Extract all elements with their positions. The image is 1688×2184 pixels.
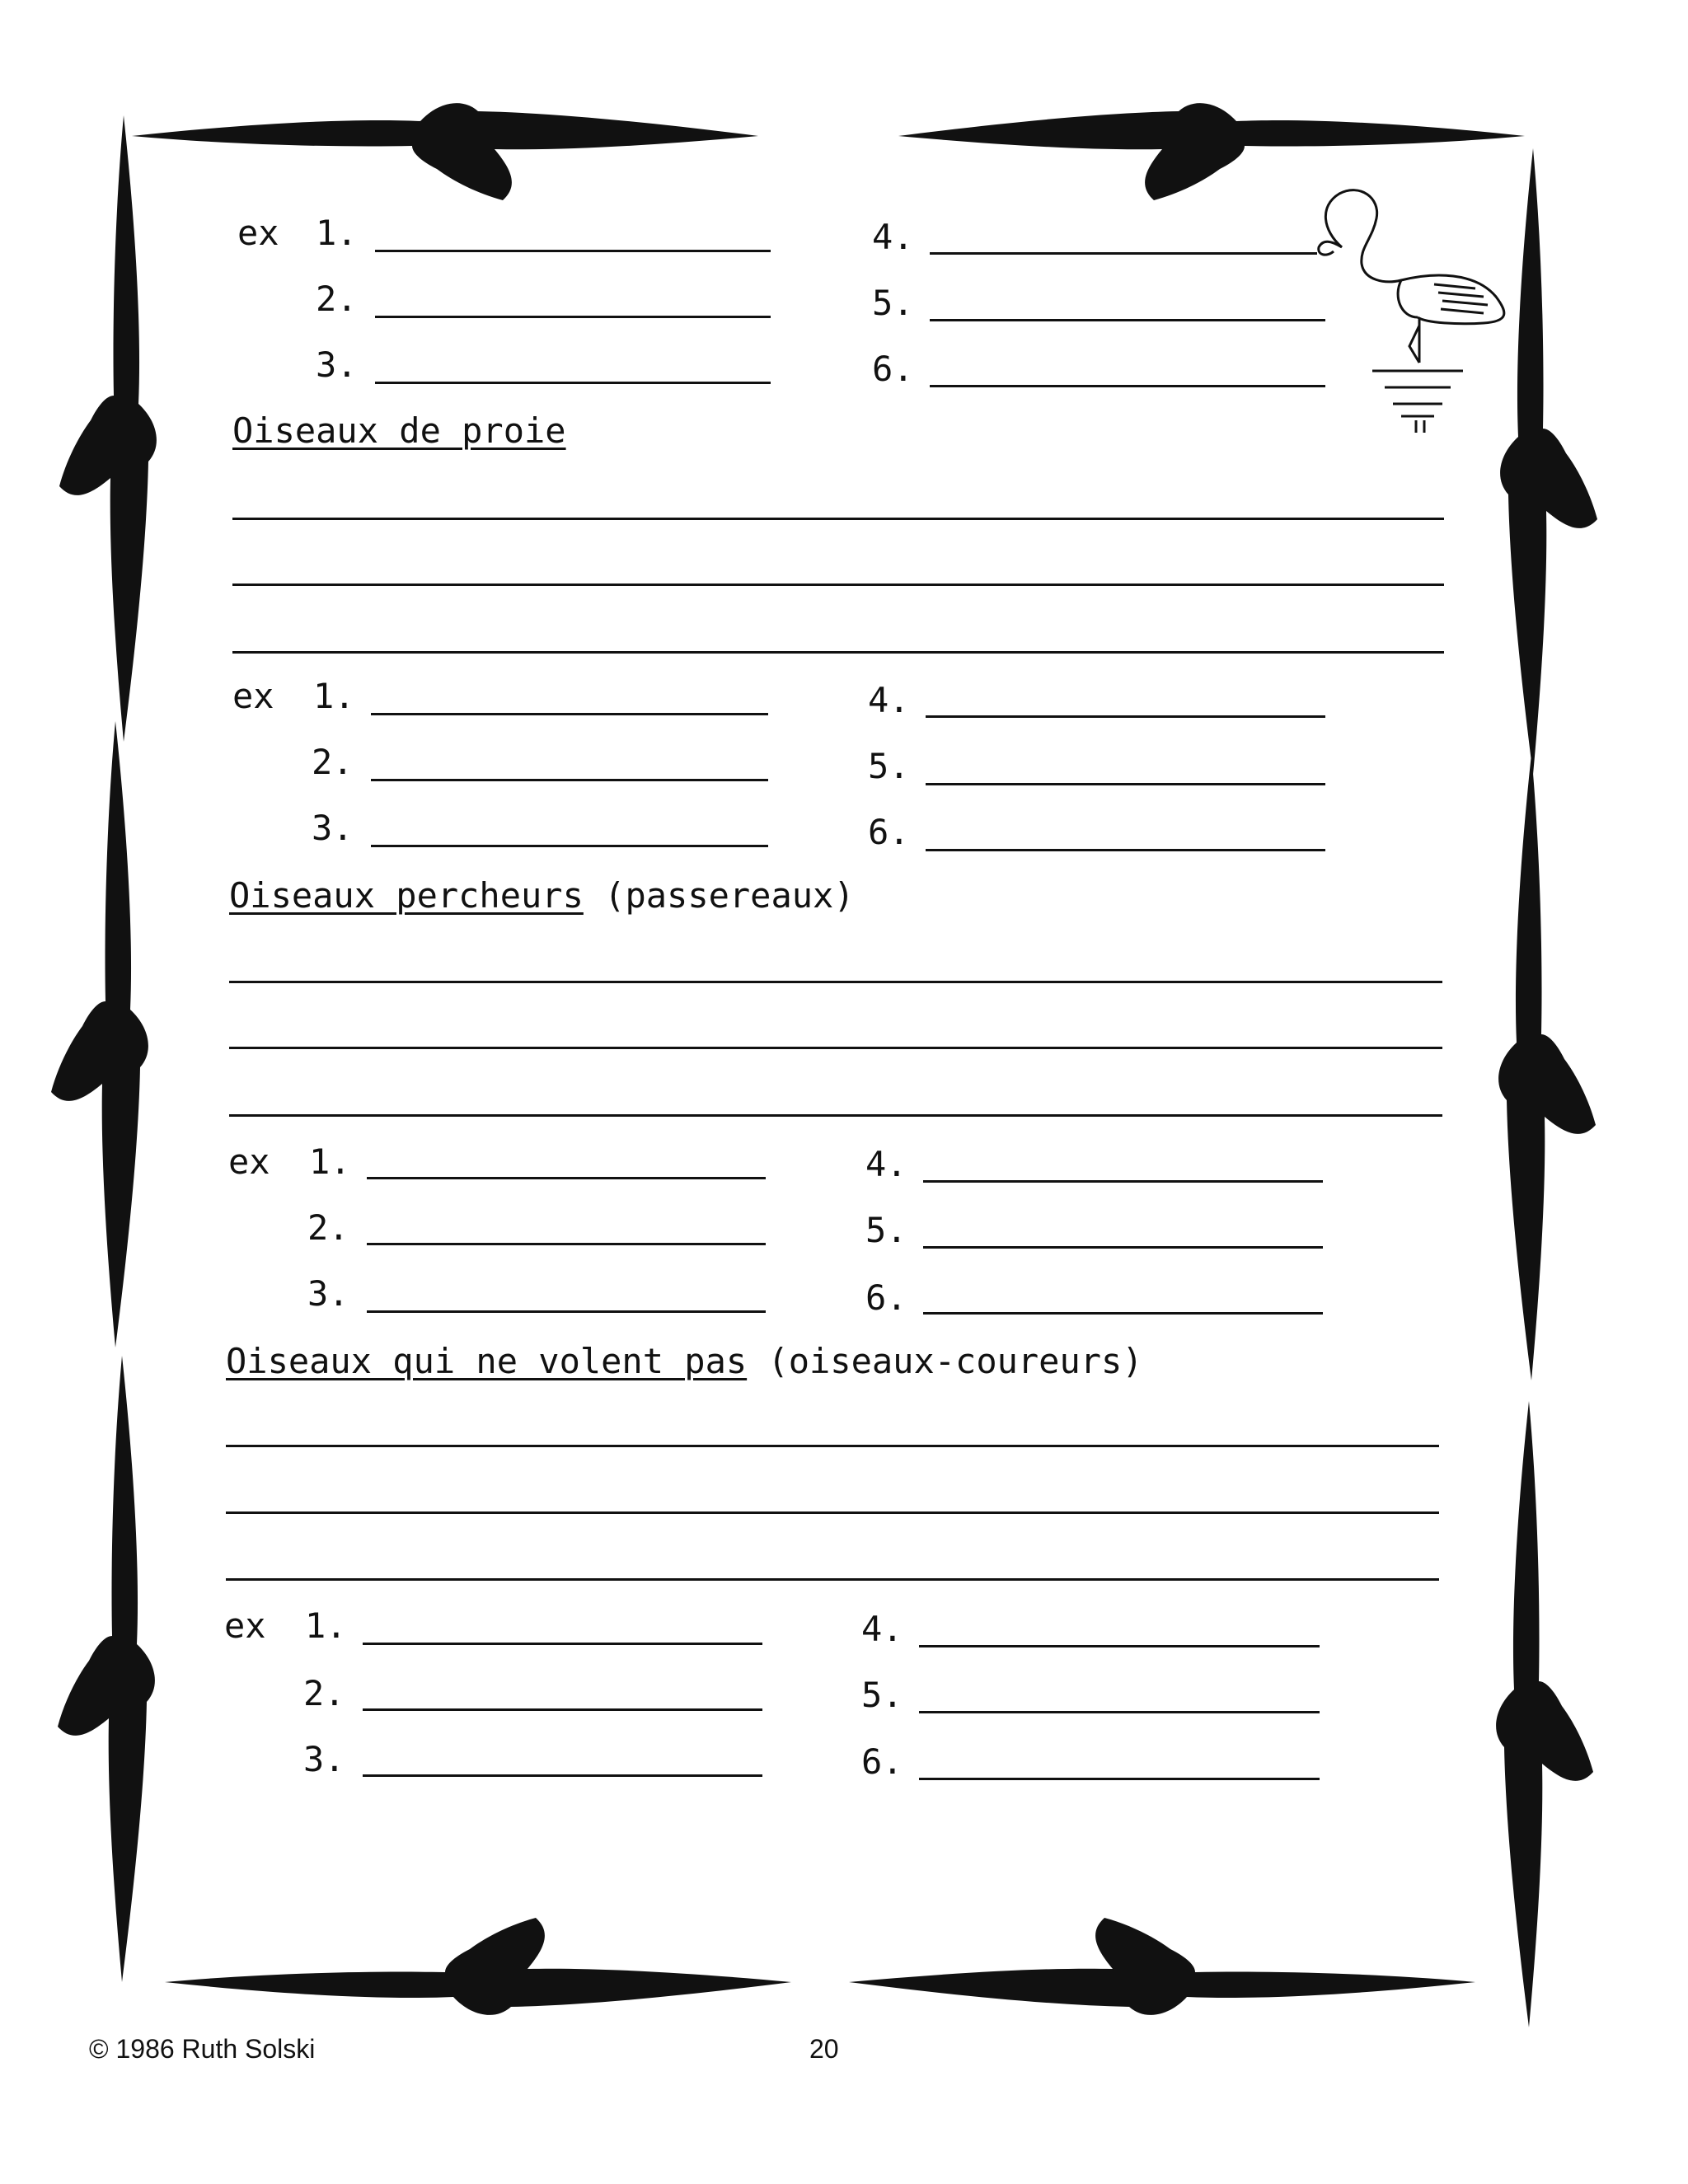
answer-blank[interactable] (930, 252, 1317, 255)
answer-blank[interactable] (367, 1243, 766, 1245)
writing-line[interactable] (232, 583, 1444, 586)
page-number: 20 (809, 2034, 839, 2064)
item-number: 5. (872, 283, 914, 323)
bird-silhouette-icon (51, 721, 148, 1347)
writing-line[interactable] (232, 518, 1444, 520)
writing-line[interactable] (229, 1047, 1442, 1049)
item-number: 4. (872, 217, 914, 257)
ex-label: ex (237, 213, 279, 253)
answer-blank[interactable] (371, 713, 768, 715)
item-number: 3. (312, 808, 354, 848)
bird-silhouette-icon (58, 1356, 155, 1982)
answer-blank[interactable] (919, 1778, 1320, 1780)
item-number: 2. (303, 1673, 345, 1713)
item-number: 5. (861, 1675, 903, 1715)
answer-blank[interactable] (371, 845, 768, 847)
item-number: 3. (303, 1739, 345, 1779)
item-number: 5. (865, 1210, 907, 1250)
bird-silhouette-icon (165, 1918, 791, 2015)
section-heading (232, 410, 566, 451)
writing-line[interactable] (226, 1511, 1439, 1514)
answer-blank[interactable] (375, 316, 771, 318)
bird-silhouette-icon (59, 115, 157, 742)
writing-line[interactable] (229, 1114, 1442, 1117)
writing-line[interactable] (232, 651, 1444, 654)
answer-blank[interactable] (926, 715, 1325, 718)
item-number: 6. (861, 1741, 903, 1782)
item-number: 6. (868, 812, 910, 852)
item-number: 6. (872, 349, 914, 389)
answer-blank[interactable] (367, 1310, 766, 1313)
bird-silhouette-icon (1498, 754, 1596, 1380)
flamingo-icon (1319, 190, 1504, 433)
heading-extra: (passereaux) (604, 875, 855, 916)
answer-blank[interactable] (926, 783, 1325, 785)
item-number: 3. (316, 344, 358, 385)
answer-blank[interactable] (919, 1645, 1320, 1647)
bird-silhouette-icon (898, 103, 1525, 200)
bird-silhouette-icon (1500, 148, 1597, 775)
writing-line[interactable] (226, 1578, 1439, 1581)
writing-line[interactable] (226, 1445, 1439, 1447)
answer-blank[interactable] (371, 779, 768, 781)
item-number: 6. (865, 1277, 907, 1318)
answer-blank[interactable] (375, 382, 771, 384)
ex-label: ex (224, 1605, 266, 1646)
item-number: 1. (313, 676, 355, 716)
item-number: 2. (307, 1207, 349, 1248)
answer-blank[interactable] (923, 1246, 1323, 1249)
item-number: 4. (861, 1609, 903, 1649)
answer-blank[interactable] (363, 1774, 762, 1777)
answer-blank[interactable] (930, 385, 1325, 387)
ex-label: ex (232, 676, 274, 716)
ex-label: ex (228, 1141, 270, 1182)
item-number: 1. (309, 1141, 351, 1182)
answer-blank[interactable] (375, 250, 771, 252)
item-number: 3. (307, 1273, 349, 1314)
item-number: 2. (316, 279, 358, 319)
bird-silhouette-icon (132, 103, 758, 200)
item-number: 4. (868, 680, 910, 720)
answer-blank[interactable] (923, 1180, 1323, 1183)
item-number: 2. (312, 742, 354, 782)
heading-underlined: Oiseaux percheurs (229, 875, 584, 916)
writing-line[interactable] (229, 981, 1442, 983)
answer-blank[interactable] (919, 1711, 1320, 1713)
section-heading (229, 875, 855, 916)
answer-blank[interactable] (923, 1312, 1323, 1315)
item-number: 5. (868, 746, 910, 786)
item-number: 4. (865, 1144, 907, 1184)
bird-silhouette-icon (849, 1918, 1475, 2015)
answer-blank[interactable] (367, 1177, 766, 1179)
heading-underlined: Oiseaux qui ne volent pas (226, 1341, 748, 1381)
answer-blank[interactable] (363, 1643, 762, 1645)
item-number: 1. (305, 1605, 347, 1646)
heading-underlined: Oiseaux de proie (232, 410, 566, 451)
item-number: 1. (316, 213, 358, 253)
section-heading (226, 1341, 1143, 1381)
copyright-notice: © 1986 Ruth Solski (89, 2034, 316, 2064)
heading-extra: (oiseaux-coureurs) (767, 1341, 1143, 1381)
answer-blank[interactable] (926, 849, 1325, 851)
bird-silhouette-icon (1496, 1401, 1593, 2027)
answer-blank[interactable] (930, 319, 1325, 321)
answer-blank[interactable] (363, 1708, 762, 1711)
